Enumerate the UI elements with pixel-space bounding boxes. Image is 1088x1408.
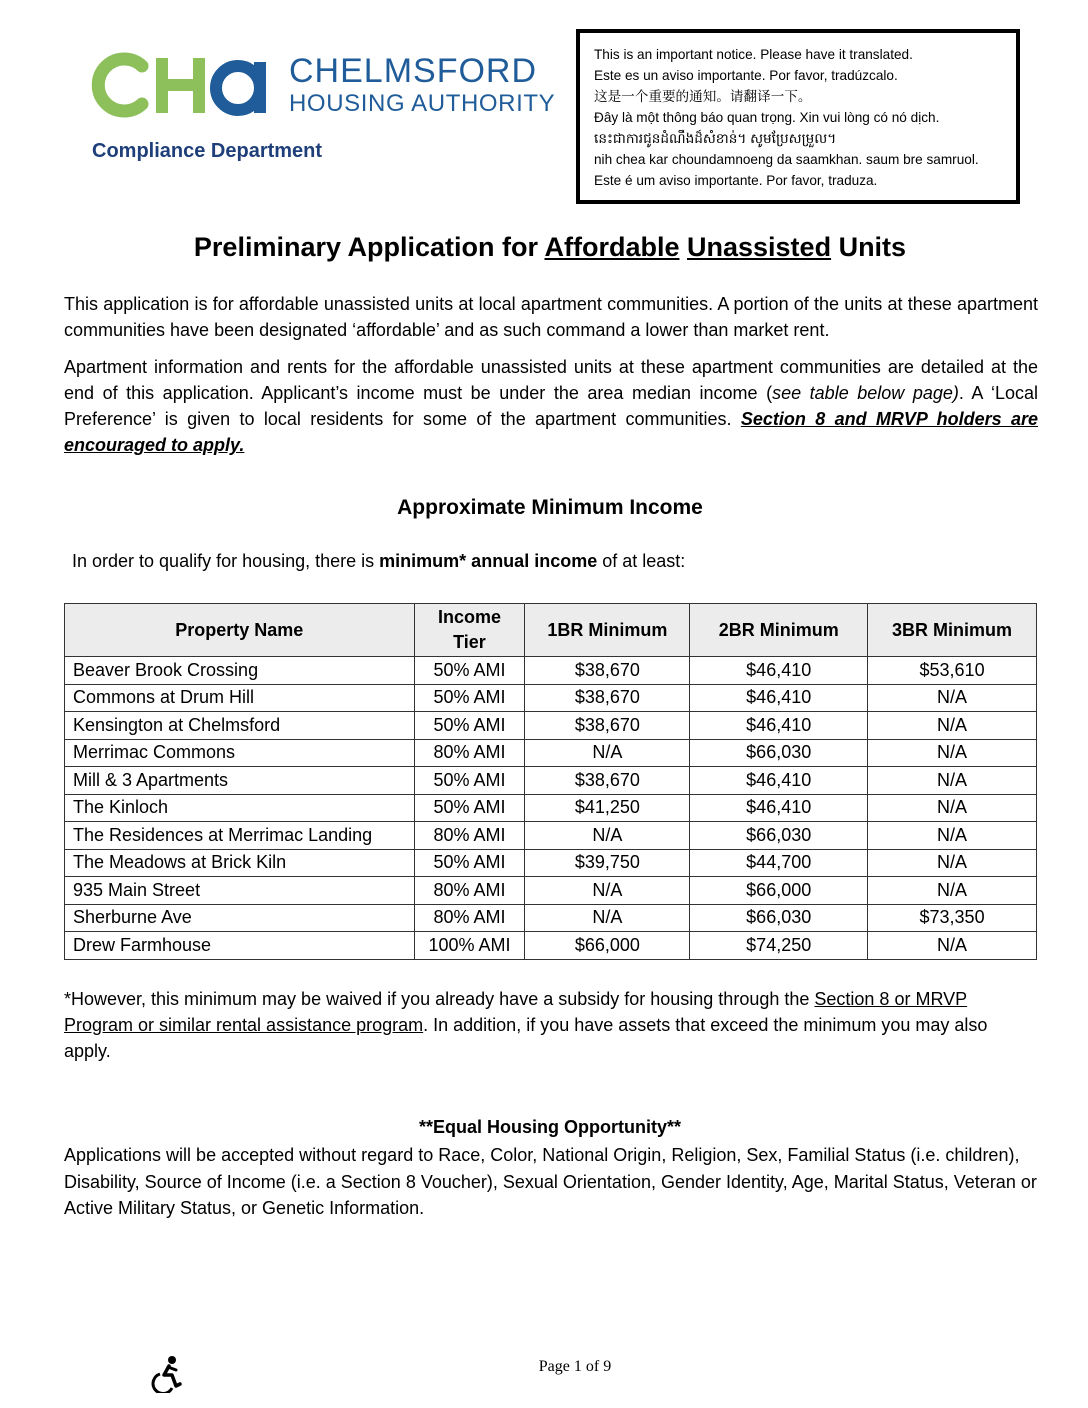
cell-1br: N/A xyxy=(525,877,690,905)
table-row xyxy=(65,684,1037,712)
col-header-tier: Income Tier xyxy=(414,604,525,657)
cell-2br: $46,410 xyxy=(690,684,868,712)
notice-line-spanish: Este es un aviso importante. Por favor, tradúzcalo. xyxy=(594,68,898,83)
cell-tier: 50% AMI xyxy=(414,794,525,822)
cell-tier: 80% AMI xyxy=(414,822,525,850)
title-affordable: Affordable xyxy=(544,232,680,262)
cell-3br: N/A xyxy=(868,822,1037,850)
cell-2br: $44,700 xyxy=(690,849,868,877)
cell-1br: $38,670 xyxy=(525,767,690,795)
cell-property: Merrimac Commons xyxy=(65,739,415,767)
cell-3br: N/A xyxy=(868,684,1037,712)
equal-housing-text: Applications will be accepted without regard to Race, Color, National Origin, Religion, Sex, Familial Status (i.e. children), Disability, Source of Income (i.e. a Section 8 Voucher), Sexual Orientation, Gender Identity, Age, Marital Status, Veteran or Active Military Status, or Genetic Information. xyxy=(64,1145,1037,1218)
cell-3br: N/A xyxy=(868,794,1037,822)
table-row xyxy=(65,657,1037,685)
cell-tier: 50% AMI xyxy=(414,767,525,795)
cell-3br: N/A xyxy=(868,932,1037,960)
cell-3br: N/A xyxy=(868,739,1037,767)
cell-property: Drew Farmhouse xyxy=(65,932,415,960)
cell-1br: N/A xyxy=(525,739,690,767)
cell-3br: $73,350 xyxy=(868,904,1037,932)
cell-property: Kensington at Chelmsford xyxy=(65,712,415,740)
col-header-2br: 2BR Minimum xyxy=(690,604,868,657)
title-text-2: Units xyxy=(831,232,907,262)
notice-line-khmer-romanized: nih chea kar choundamnoeng da saamkhan. saum bre samruol. xyxy=(594,152,979,167)
footnote-text: *However, this minimum may be waived if you already have a subsidy for housing through the xyxy=(64,989,815,1009)
cell-3br: N/A xyxy=(868,877,1037,905)
cell-2br: $46,410 xyxy=(690,657,868,685)
org-name-line1: CHELMSFORD xyxy=(289,52,538,90)
cell-property: 935 Main Street xyxy=(65,877,415,905)
cell-3br: N/A xyxy=(868,767,1037,795)
table-row xyxy=(65,877,1037,905)
department-label: Compliance Department xyxy=(92,140,323,162)
col-header-1br: 1BR Minimum xyxy=(525,604,690,657)
cell-property: The Meadows at Brick Kiln xyxy=(65,849,415,877)
cell-2br: $66,030 xyxy=(690,904,868,932)
cell-property: The Kinloch xyxy=(65,794,415,822)
org-name xyxy=(289,54,555,118)
col-header-3br: 3BR Minimum xyxy=(868,604,1037,657)
cell-1br: N/A xyxy=(525,904,690,932)
income-lead-bold: minimum* annual income xyxy=(379,551,598,571)
intro-p2-text: Apartment information and rents for the affordable unassisted units at these apartment communities are detailed at the end of this application. Applicant’s income must be under the area median income ( xyxy=(64,357,1038,403)
page-number: Page 1 of 9 xyxy=(538,1358,612,1375)
cell-2br: $74,250 xyxy=(690,932,868,960)
translation-notice-box xyxy=(576,29,1020,204)
cell-3br: N/A xyxy=(868,849,1037,877)
table-row xyxy=(65,904,1037,932)
cell-1br: N/A xyxy=(525,822,690,850)
cha-logo-mark xyxy=(86,52,271,118)
footnote-underlined: Section 8 or MRVP Program or similar rental assistance program xyxy=(64,989,968,1035)
cell-1br: $38,670 xyxy=(525,712,690,740)
cell-tier: 100% AMI xyxy=(414,932,525,960)
table-row xyxy=(65,767,1037,795)
intro-p2-emphasis: Section 8 and MRVP holders are encouraged to apply. xyxy=(64,409,1039,455)
minimum-income-table xyxy=(64,603,1037,960)
cell-2br: $66,030 xyxy=(690,822,868,850)
cell-tier: 50% AMI xyxy=(414,657,525,685)
cell-1br: $41,250 xyxy=(525,794,690,822)
cell-2br: $46,410 xyxy=(690,767,868,795)
table-row xyxy=(65,794,1037,822)
title-space xyxy=(679,232,687,262)
intro-p2-italic: see table below page) xyxy=(772,383,959,403)
cell-property: Commons at Drum Hill xyxy=(65,684,415,712)
notice-line-chinese: 这是一个重要的通知。请翻译一下。 xyxy=(594,89,812,104)
income-lead-text-2: of at least: xyxy=(597,551,686,571)
table-row xyxy=(65,739,1037,767)
cell-property: Mill & 3 Apartments xyxy=(65,767,415,795)
org-name-line2: HOUSING AUTHORITY xyxy=(289,90,556,117)
cell-3br: N/A xyxy=(868,712,1037,740)
cell-tier: 80% AMI xyxy=(414,739,525,767)
intro-paragraph-2 xyxy=(64,354,1038,458)
equal-housing-heading: **Equal Housing Opportunity** xyxy=(418,1117,681,1137)
cell-tier: 80% AMI xyxy=(414,904,525,932)
notice-line-portuguese: Este é um aviso importante. Por favor, traduza. xyxy=(594,173,878,188)
footnote-text-2: . In addition, if you have assets that exceed the minimum you may also apply. xyxy=(64,1015,988,1061)
cell-tier: 80% AMI xyxy=(414,877,525,905)
page-title xyxy=(0,232,1088,263)
table-row xyxy=(65,932,1037,960)
table-header-row xyxy=(65,604,1037,657)
cell-property: Sherburne Ave xyxy=(65,904,415,932)
cell-1br: $66,000 xyxy=(525,932,690,960)
cell-2br: $46,410 xyxy=(690,712,868,740)
intro-p2-text-2: . A ‘Local Preference’ is given to local residents for some of the apartment communities. xyxy=(64,383,1038,429)
income-lead xyxy=(72,551,685,572)
col-header-property: Property Name xyxy=(65,604,415,657)
cell-property: Beaver Brook Crossing xyxy=(65,657,415,685)
notice-line-english: This is an important notice. Please have it translated. xyxy=(594,47,913,62)
table-row xyxy=(65,712,1037,740)
notice-line-khmer: នេះជាការជូនដំណឹងដ៏សំខាន់។ សូមប្រែសម្រួល។ xyxy=(594,131,837,146)
income-lead-text: In order to qualify for housing, there is xyxy=(72,551,380,571)
intro-paragraph-1: This application is for affordable unassisted units at local apartment communities. A portion of the units at these apartment communities have been designated ‘affordable’ and as such command a lower than market rent. xyxy=(64,294,1038,340)
cell-tier: 50% AMI xyxy=(414,684,525,712)
cell-property: The Residences at Merrimac Landing xyxy=(65,822,415,850)
minimum-waiver-note xyxy=(64,986,1038,1064)
notice-line-vietnamese: Đây là một thông báo quan trọng. Xin vui lòng có nó dịch. xyxy=(594,110,940,125)
title-text-1: Preliminary Application for xyxy=(193,232,545,262)
cell-3br: $53,610 xyxy=(868,657,1037,685)
cell-1br: $38,670 xyxy=(525,684,690,712)
table-row xyxy=(65,849,1037,877)
cell-2br: $66,030 xyxy=(690,739,868,767)
cha-logo xyxy=(86,52,556,122)
cell-2br: $46,410 xyxy=(690,794,868,822)
income-heading: Approximate Minimum Income xyxy=(397,496,703,519)
title-unassisted: Unassisted xyxy=(687,232,832,262)
cell-1br: $39,750 xyxy=(525,849,690,877)
cell-tier: 50% AMI xyxy=(414,849,525,877)
cell-1br: $38,670 xyxy=(525,657,690,685)
cell-2br: $66,000 xyxy=(690,877,868,905)
table-row xyxy=(65,822,1037,850)
cell-tier: 50% AMI xyxy=(414,712,525,740)
